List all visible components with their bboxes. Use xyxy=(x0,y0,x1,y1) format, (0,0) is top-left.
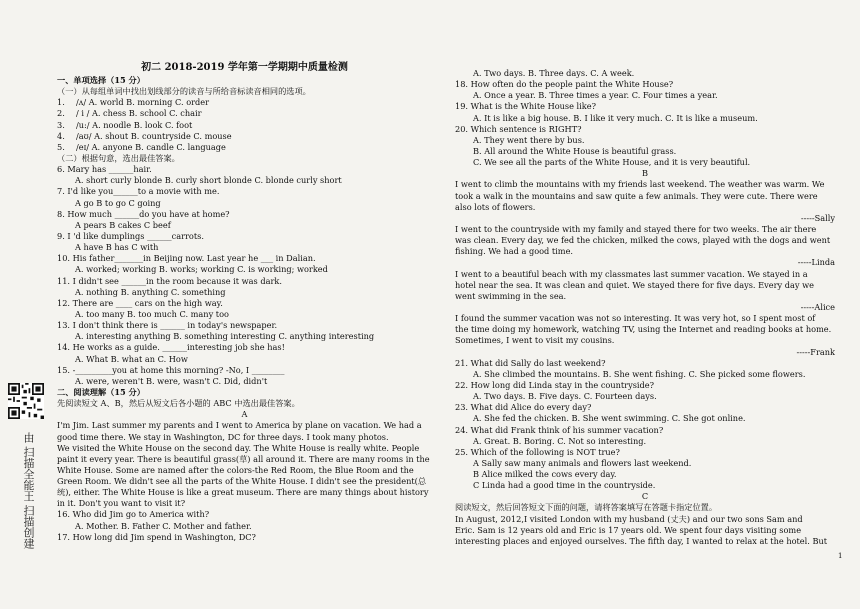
passage-line: White House. Some are named after the colors-the Red Room, the Blue Room and the xyxy=(57,464,414,475)
question-line: 12. There are ____ cars on the high way. xyxy=(57,297,223,308)
question-number: 3. xyxy=(57,119,65,130)
question-line: 14. He works as a guide. ______interesting job she has! xyxy=(57,342,285,353)
passage-line: Eric. Sam is 12 years old and Eric is 17 years old. We spent four days visiting some xyxy=(455,524,802,535)
question-line: A Sally saw many animals and flowers last weekend. xyxy=(473,457,692,468)
question-line: 21. What did Sally do last weekend? xyxy=(455,357,606,368)
question-line: A. nothing B. anything C. something xyxy=(75,286,226,297)
question-line: A have B has C with xyxy=(75,242,159,253)
passage-line: I went to the countryside with my family and stayed there for two weeks. The air there xyxy=(455,223,817,234)
question-number: 4. xyxy=(57,130,65,141)
page-mark: 1 xyxy=(838,552,843,560)
question-line: B. All around the White House is beautiful grass. xyxy=(473,145,677,156)
passage-c-instruction: 阅读短文，然后回答短文下面的问题，请将答案填写在答题卡指定位置。 xyxy=(455,502,718,513)
right-column xyxy=(455,0,835,547)
grammar-questions xyxy=(57,164,432,387)
question-line: 13. I don't think there is ______ in today's newspaper. xyxy=(57,320,278,331)
passage-b-label: B xyxy=(641,168,649,179)
passage-line: also lots of flowers. xyxy=(455,201,536,212)
question-row xyxy=(57,97,432,108)
passage-line: Green Room. We didn't see all the parts of the White House. I didn't see the president(总 xyxy=(57,476,427,487)
question-line: A. too many B. too much C. many too xyxy=(75,308,229,319)
question-line: A pears B cakes C beef xyxy=(75,219,171,230)
passage-line: fishing. We had a good time. xyxy=(455,246,574,257)
question-line: A go B to go C going xyxy=(75,197,161,208)
sally-text xyxy=(455,179,835,212)
question-row xyxy=(57,120,432,131)
passage-c-label: C xyxy=(641,491,649,502)
question-text: /ʌ/ A. world B. morning C. order xyxy=(76,97,210,108)
passage-line: went swimming in the sea. xyxy=(455,290,567,301)
scanner-watermark: 由 扫描全能王 扫描创建 xyxy=(22,432,35,549)
passage-a-label: A xyxy=(241,409,248,420)
question-line: 23. What did Alice do every day? xyxy=(455,402,592,413)
question-line: 7. I'd like you______to a movie with me. xyxy=(57,186,220,197)
passage-line: good time there. We stay in Washington, DC for three days. I took many photos. xyxy=(57,431,389,442)
question-line: A. were, weren't B. were, wasn't C. Did, didn't xyxy=(75,375,268,386)
question-row xyxy=(57,131,432,142)
question-text: /aʊ/ A. shout B. countryside C. mouse xyxy=(76,130,232,141)
question-text: / i / A. chess B. school C. chair xyxy=(76,108,202,119)
passage-line: In August, 2012,I visited London with my husband (丈夫) and our two sons Sam and xyxy=(455,513,803,524)
questions-17-20 xyxy=(455,68,835,168)
question-line: 24. What did Frank think of his summer vacation? xyxy=(455,424,664,435)
question-line: A. Two days. B. Three days. C. A week. xyxy=(473,68,635,78)
question-line: 22. How long did Linda stay in the countryside? xyxy=(455,379,655,390)
alice-text xyxy=(455,269,835,302)
section-2-instruction: 先阅读短文 A、B，然后从短文后各小题的 ABC 中选出最佳答案。 xyxy=(57,398,300,409)
question-line: A. worked; working B. works; working C. is working; worked xyxy=(75,264,328,275)
question-line: A. She fed the chicken. B. She went swimming. C. She got online. xyxy=(473,413,746,424)
qr-code-icon xyxy=(8,383,44,419)
alice-signature: -----Alice xyxy=(800,301,835,312)
passage-line: I went to climb the mountains with my friends last weekend. The weather was warm. We xyxy=(455,179,825,190)
question-line: A. They went there by bus. xyxy=(473,134,585,145)
question-number: 2. xyxy=(57,108,65,119)
passage-line: the time doing my homework, watching TV, using the Internet and reading books at home. xyxy=(455,324,832,335)
passage-line: I found the summer vacation was not so interesting. It was very hot, so I spent most of xyxy=(455,313,816,324)
passage-line: hotel near the sea. It was clean and quiet. We stayed there for five days. Every day we xyxy=(455,279,814,290)
passage-line: We visited the White House on the second day. The White House is really white. People xyxy=(57,442,420,453)
passage-line: in it. Don't you want to visit it? xyxy=(57,498,186,509)
question-line: 8. How much ______do you have at home? xyxy=(57,208,230,219)
left-column xyxy=(57,0,432,543)
passage-line: took a walk in the mountains and saw quite a few animals. They were cute. There were xyxy=(455,190,818,201)
phonetic-questions xyxy=(57,97,432,153)
linda-signature: -----Linda xyxy=(797,257,835,268)
question-16-options: A. Mother. B. Father C. Mother and father. xyxy=(75,520,252,531)
question-number: 5. xyxy=(57,141,65,152)
question-line: A. It is like a big house. B. I like it very much. C. It is like a museum. xyxy=(473,112,758,123)
question-line: A. Great. B. Boring. C. Not so interesting. xyxy=(473,435,647,446)
passage-line: was clean. Every day, we fed the chicken, milked the cows, played with the dogs and went xyxy=(455,235,831,246)
question-line: 10. His father_______in Beijing now. Last year he ___ in Dalian. xyxy=(57,253,316,264)
question-text: /u:/ A. noodle B. look C. foot xyxy=(76,119,193,130)
question-line: 19. What is the White House like? xyxy=(455,101,596,112)
question-line: A. What B. what an C. How xyxy=(75,353,188,364)
sally-signature: -----Sally xyxy=(800,212,835,223)
question-line: 6. Mary has ______hair. xyxy=(57,164,152,175)
questions-21-25 xyxy=(455,358,835,492)
question-line: 9. I 'd like dumplings ______carrots. xyxy=(57,230,204,241)
passage-line: paint it every year. There is beautiful grass(草) all around it. There are many rooms in the xyxy=(57,453,430,464)
question-line: A. short curly blonde B. curly short blonde C. blonde curly short xyxy=(75,175,342,186)
subsection-2-instruction: （二）根据句意，选出最佳答案。 xyxy=(57,152,180,163)
question-row xyxy=(57,142,432,153)
section-1-heading: 一、单项选择（15 分） xyxy=(57,75,145,85)
question-line: C. We see all the parts of the White House, and it is very beautiful. xyxy=(473,157,751,168)
frank-signature: -----Frank xyxy=(796,346,835,357)
question-line: 18. How often do the people paint the White House? xyxy=(455,79,674,90)
question-row xyxy=(57,108,432,119)
question-text: /eɪ/ A. anyone B. candle C. language xyxy=(76,141,226,152)
passage-line: Sometimes, I went to visit my cousins. xyxy=(455,335,615,346)
passage-line: I went to a beautiful beach with my classmates last summer vacation. We stayed in a xyxy=(455,268,808,279)
section-2-heading: 二、阅读理解（15 分） xyxy=(57,386,145,397)
linda-text xyxy=(455,224,835,257)
question-line: 15. -_________you at home this morning? -No, I ________ xyxy=(57,364,285,375)
passage-line: I'm Jim. Last summer my parents and I went to America by plane on vacation. We had a xyxy=(57,420,422,431)
question-line: C Linda had a good time in the countryside. xyxy=(473,480,656,491)
question-line: A. Once a year. B. Three times a year. C. Four times a year. xyxy=(473,90,718,101)
question-line: 20. Which sentence is RIGHT? xyxy=(455,123,582,134)
passage-c-text xyxy=(455,514,835,547)
passage-a-text xyxy=(57,420,432,509)
question-line: B Alice milked the cows every day. xyxy=(473,469,617,480)
passage-line: 统), either. The White House is like a great museum. There are many things about history xyxy=(57,487,429,498)
frank-text xyxy=(455,313,835,346)
question-line: 11. I didn't see ______in the room because it was dark. xyxy=(57,275,282,286)
question-line: 25. Which of the following is NOT true? xyxy=(455,446,620,457)
question-line: A. She climbed the mountains. B. She went fishing. C. She picked some flowers. xyxy=(473,368,806,379)
exam-title: 初二 2018-2019 学年第一学期期中质量检测 xyxy=(141,62,348,73)
passage-line: interesting places and enjoyed ourselves. The fifth day, I wanted to relax at the hotel. But xyxy=(455,535,828,546)
question-number: 1. xyxy=(57,97,65,108)
question-line: A. Two days. B. Five days. C. Fourteen days. xyxy=(473,391,657,402)
question-line: A. interesting anything B. something interesting C. anything interesting xyxy=(75,331,375,342)
subsection-1-instruction: （一）从每组单词中找出划线部分的读音与所给音标读音相同的选项。 xyxy=(57,86,311,97)
question-17: 17. How long did Jim spend in Washington, DC? xyxy=(57,531,256,542)
question-16: 16. Who did Jim go to America with? xyxy=(57,509,210,520)
